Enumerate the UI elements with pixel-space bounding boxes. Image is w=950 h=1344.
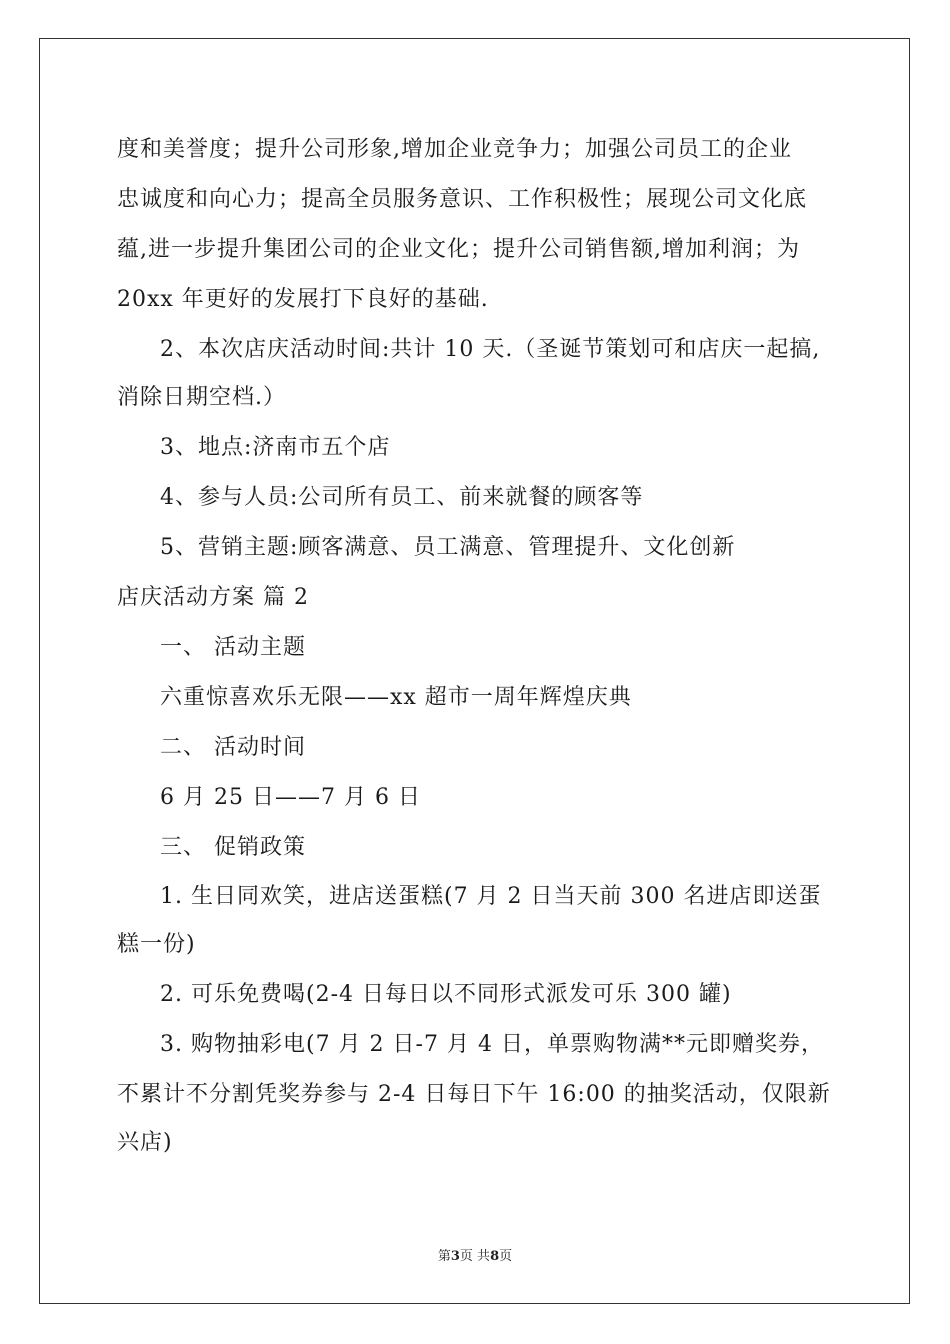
text-line: 一、 活动主题 [160,635,306,660]
text-line: 兴店) [117,1130,173,1155]
page-current: 3 [450,1249,460,1264]
text-line: 3、地点:济南市五个店 [160,435,391,460]
page-border [39,38,910,1304]
text-line: 6 月 25 日——7 月 6 日 [160,785,421,810]
section-heading: 店庆活动方案 篇 2 [117,585,309,610]
text-line: 二、 活动时间 [160,735,306,760]
text-line: 三、 促销政策 [160,835,306,860]
page-suffix: 页 [499,1249,513,1264]
text-line: 消除日期空档.） [117,385,286,410]
text-line: 4、参与人员:公司所有员工、前来就餐的顾客等 [160,485,644,510]
text-line: 1. 生日同欢笑，进店送蛋糕(7 月 2 日当天前 300 名进店即送蛋 [160,884,822,909]
text-line: 5、营销主题:顾客满意、员工满意、管理提升、文化创新 [160,535,736,560]
text-line: 六重惊喜欢乐无限——xx 超市一周年辉煌庆典 [160,685,632,710]
text-line: 不累计不分割凭奖券参与 2-4 日每日下午 16:00 的抽奖活动，仅限新 [117,1082,831,1107]
text-line: 蕴,进一步提升集团公司的企业文化；提升公司销售额,增加利润；为 [117,237,800,262]
text-line: 忠诚度和向心力；提高全员服务意识、工作积极性；展现公司文化底 [117,187,808,212]
page-total: 8 [490,1249,500,1264]
text-line: 2. 可乐免费喝(2-4 日每日以不同形式派发可乐 300 罐) [160,982,732,1007]
page-footer [0,1249,950,1265]
text-line: 3. 购物抽彩电(7 月 2 日-7 月 4 日，单票购物满**元即赠奖券， [160,1032,824,1057]
text-line: 度和美誉度；提升公司形象,增加企业竞争力；加强公司员工的企业 [117,137,792,162]
text-line: 20xx 年更好的发展打下良好的基础. [117,287,489,312]
page-mid: 页 共 [459,1249,491,1264]
text-line: 2、本次店庆活动时间:共计 10 天.（圣诞节策划可和店庆一起搞, [160,337,821,362]
page-prefix: 第 [437,1249,451,1264]
text-line: 糕一份) [117,932,196,957]
